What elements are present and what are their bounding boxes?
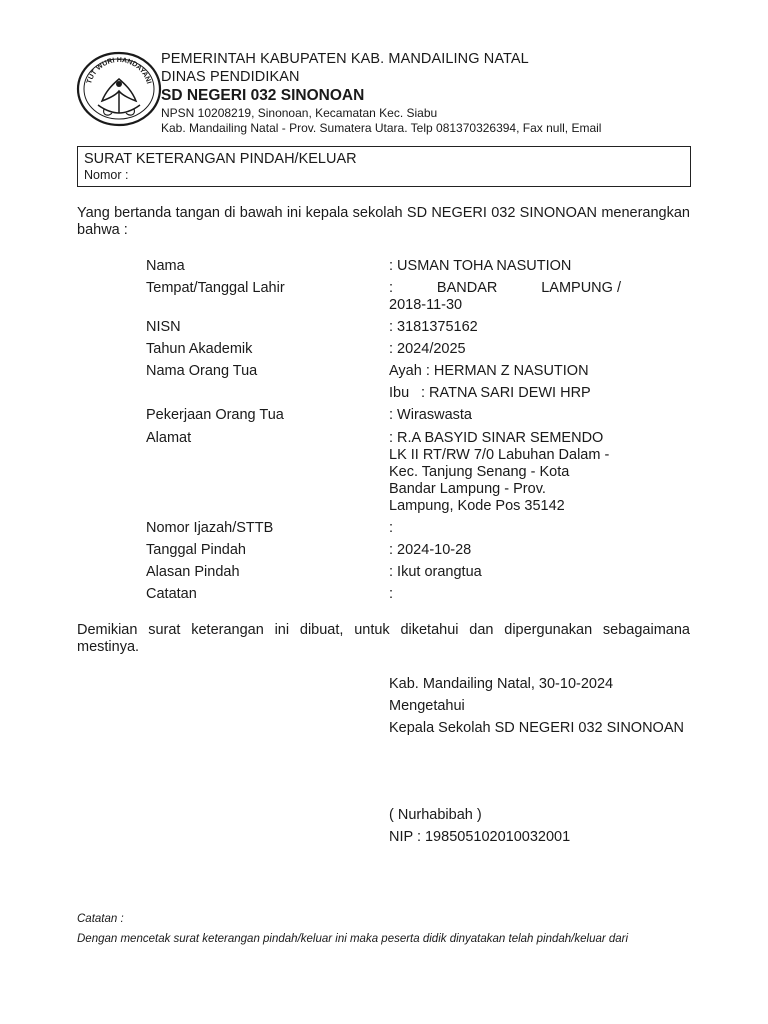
signature-name: ( Nurhabibah ): [389, 807, 482, 823]
field-label-alamat: Alamat: [146, 430, 192, 446]
field-label-nama: Nama: [146, 258, 185, 274]
field-label-ttl: Tempat/Tanggal Lahir: [146, 280, 285, 296]
field-value-ibu: : RATNA SARI DEWI HRP: [421, 385, 591, 401]
field-value-tahun-akademik: : 2024/2025: [389, 341, 466, 357]
field-value-pekerjaan: : Wiraswasta: [389, 407, 472, 423]
alamat-line: Bandar Lampung - Prov.: [389, 481, 546, 497]
letterhead-school-name: SD NEGERI 032 SINONOAN: [161, 87, 365, 104]
field-label-ibu: Ibu: [389, 385, 410, 401]
document-number: Nomor :: [84, 168, 129, 182]
tut-wuri-handayani-logo: [76, 51, 162, 127]
document-title: SURAT KETERANGAN PINDAH/KELUAR: [84, 151, 357, 167]
field-label-ijazah: Nomor Ijazah/STTB: [146, 520, 274, 536]
ttl-city-2: LAMPUNG /: [541, 280, 621, 296]
field-value-alamat: [389, 430, 621, 515]
letterhead-government: PEMERINTAH KABUPATEN KAB. MANDAILING NATAL: [161, 51, 529, 67]
field-label-tahun-akademik: Tahun Akademik: [146, 341, 253, 357]
letterhead: [161, 50, 601, 136]
ttl-date: 2018-11-30: [389, 297, 463, 313]
field-label-pekerjaan: Pekerjaan Orang Tua: [146, 407, 284, 423]
field-label-nisn: NISN: [146, 319, 181, 335]
ttl-city-1: BANDAR: [436, 280, 498, 296]
field-label-catatan: Catatan: [146, 586, 197, 602]
field-value-tanggal-pindah: : 2024-10-28: [389, 542, 472, 558]
field-label-tanggal-pindah: Tanggal Pindah: [146, 542, 246, 558]
field-value-nama: : USMAN TOHA NASUTION: [389, 258, 572, 274]
signature-position: Kepala Sekolah SD NEGERI 032 SINONOAN: [389, 720, 684, 736]
title-box: [77, 146, 691, 187]
alamat-line: LK II RT/RW 7/0 Labuhan Dalam -: [389, 447, 610, 463]
alamat-line: : R.A BASYID SINAR SEMENDO: [389, 430, 604, 446]
field-label-orang-tua: Nama Orang Tua: [146, 363, 258, 379]
closing-paragraph: Demikian surat keterangan ini dibuat, untuk diketahui dan dipergunakan sebagaimana mestinya.: [77, 622, 690, 655]
footnote-text: Dengan mencetak surat keterangan pindah/keluar ini maka peserta didik dinyatakan telah pindah/keluar dari: [77, 933, 629, 945]
letterhead-address-1: NPSN 10208219, Sinonoan, Kecamatan Kec. Siabu: [161, 106, 438, 120]
field-value-catatan: :: [389, 586, 394, 602]
field-value-ijazah: :: [389, 520, 394, 536]
signature-mengetahui: Mengetahui: [389, 698, 465, 714]
letterhead-department: DINAS PENDIDIKAN: [161, 69, 300, 85]
signature-nip: NIP : 198505102010032001: [389, 829, 571, 845]
intro-paragraph: Yang bertanda tangan di bawah ini kepala sekolah SD NEGERI 032 SINONOAN menerangkan bahwa :: [77, 205, 690, 238]
letterhead-address-2: Kab. Mandailing Natal - Prov. Sumatera Utara. Telp 081370326394, Fax null, Email: [161, 121, 602, 135]
alamat-line: Kec. Tanjung Senang - Kota: [389, 464, 570, 480]
field-label-alasan-pindah: Alasan Pindah: [146, 564, 240, 580]
footnote-label: Catatan :: [77, 913, 124, 925]
alamat-line: Lampung, Kode Pos 35142: [389, 498, 565, 514]
field-value-nisn: : 3181375162: [389, 319, 478, 335]
signature-place-date: Kab. Mandailing Natal, 30-10-2024: [389, 676, 614, 692]
field-value-alasan-pindah: : Ikut orangtua: [389, 564, 482, 580]
field-value-ttl: [389, 280, 621, 314]
field-value-ayah: Ayah : HERMAN Z NASUTION: [389, 363, 589, 379]
logo-text: TUT WURI HANDAYANI: [86, 56, 152, 85]
ttl-colon: :: [389, 280, 394, 296]
